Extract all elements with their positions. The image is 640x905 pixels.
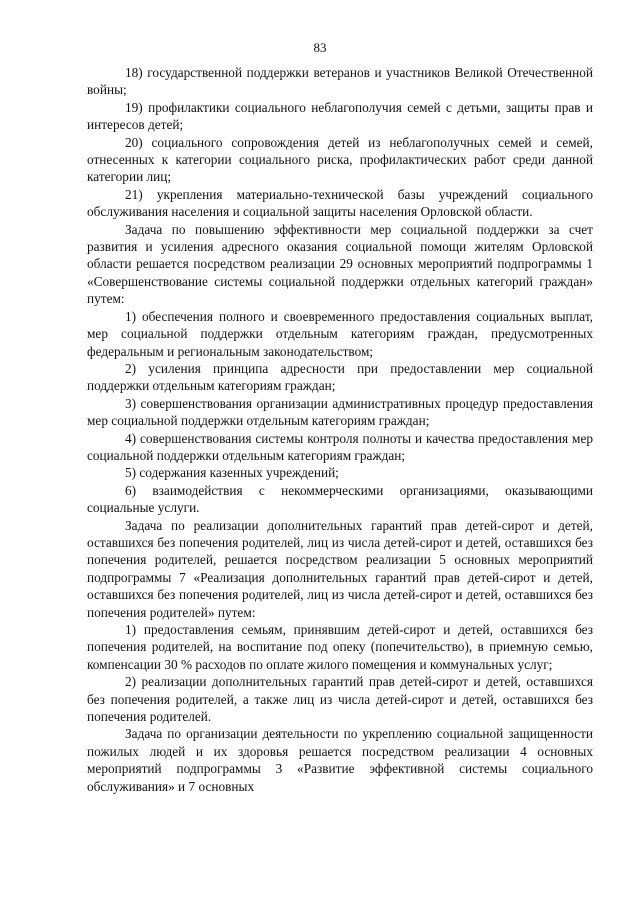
paragraph: 4) совершенствования системы контроля полноты и качества предоставления мер социальной поддержки отдельным категориям граждан; <box>87 430 593 463</box>
paragraph: 2) усиления принципа адресности при предоставлении мер социальной поддержки отдельным категориям граждан; <box>87 360 593 394</box>
paragraph: 1) предоставления семьям, принявшим детей-сирот и детей, оставшихся без попечения родителей, на воспитание под опеку (попечительство), в приемную семью, компенсации 30 % расходов по оплате жилого помещения и коммунальных услуг; <box>87 622 593 672</box>
paragraph: 1) обеспечения полного и своевременного предоставления социальных выплат, мер социальной поддержки отдельным категориям граждан, предусмотренных федеральным и региональным законодательством; <box>87 308 593 359</box>
paragraph: 19) профилактики социального неблагополучия семей с детьми, защиты прав и интересов детей; <box>87 99 593 133</box>
paragraph: 5) содержания казенных учреждений; <box>125 465 339 481</box>
paragraph: Задача по реализации дополнительных гарантий прав детей-сирот и детей, оставшихся без попечения родителей, лиц из числа детей-сирот и детей, оставшихся без попечения родителей, решается посредством реализации 5 основных мероприятий подпрограммы 7 «Реализация дополнительных гарантий прав детей-сирот и детей, оставшихся без попечения родителей, лиц из числа детей-сирот и детей, оставшихся без попечения родителей» путем: <box>87 517 593 620</box>
paragraph: 3) совершенствования организации административных процедур предоставления мер социальной поддержки отдельным категориям граждан; <box>87 395 593 429</box>
paragraph: 18) государственной поддержки ветеранов и участников Великой Отечественной войны; <box>87 65 593 98</box>
paragraph: 6) взаимодействия с некоммерческими организациями, оказывающими социальные услуги. <box>87 482 593 516</box>
paragraph: 2) реализации дополнительных гарантий прав детей-сирот и детей, оставшихся без попечения родителей, а также лиц из числа детей-сирот и детей, оставшихся без попечения родителей. <box>87 674 593 725</box>
paragraph: Задача по организации деятельности по укреплению социальной защищенности пожилых людей и их здоровья решается посредством реализации 4 основных мероприятий подпрограммы 3 «Развитие эффективной системы социального обслуживания» и 7 основных <box>87 726 593 794</box>
paragraph: 20) социального сопровождения детей из неблагополучных семей и семей, отнесенных к категории социального риска, профилактических работ среди данной категории лиц; <box>87 134 593 185</box>
paragraph: 21) укрепления материально-технической базы учреждений социального обслуживания населения и социальной защиты населения Орловской области. <box>87 186 593 220</box>
paragraph: Задача по повышению эффективности мер социальной поддержки за счет развития и усиления адресного оказания социальной помощи жителям Орловской области решается посредством реализации 29 основных мероприятий подпрограммы 1 «Совершенствование системы социальной поддержки отдельных категорий граждан» путем: <box>87 221 593 307</box>
document-body <box>87 64 593 795</box>
page-number: 83 <box>313 40 327 55</box>
